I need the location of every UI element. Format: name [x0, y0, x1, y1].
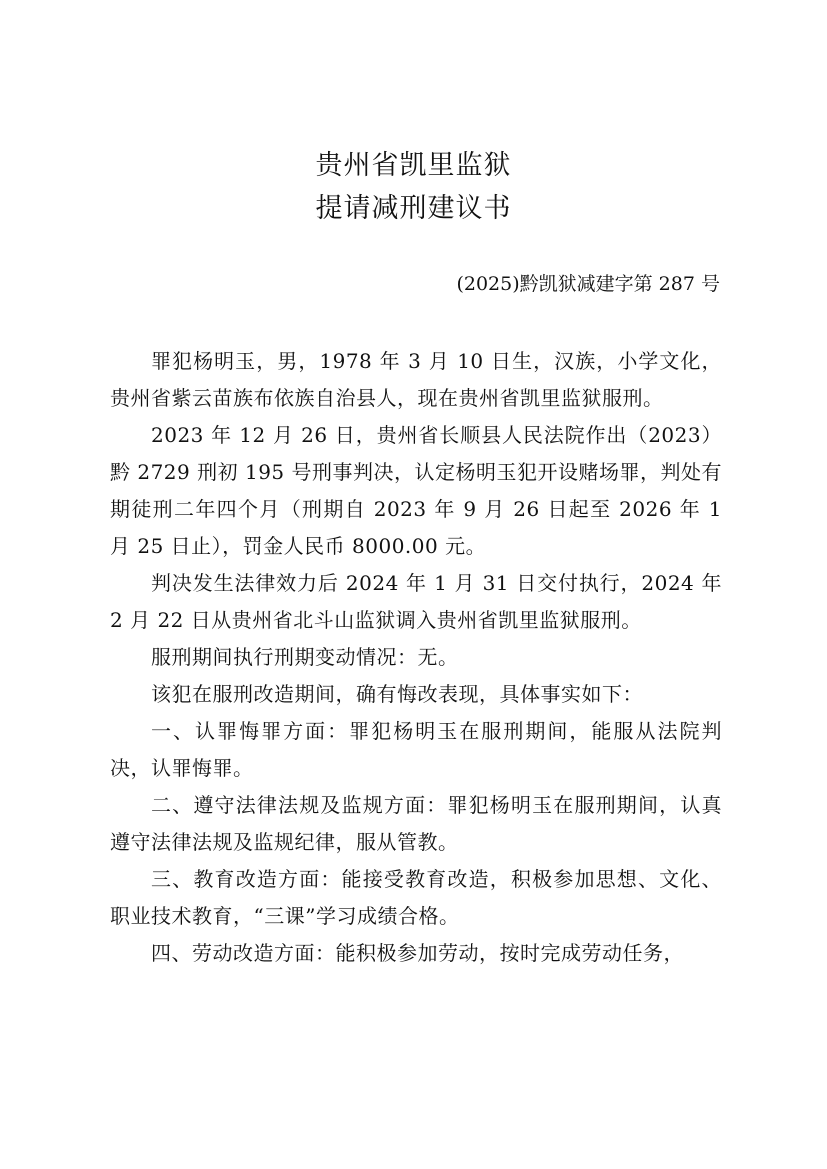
paragraph-labor: 四、劳动改造方面：能积极参加劳动，按时完成劳动任务， — [151, 941, 684, 965]
paragraph-judgment: 2023 年 12 月 26 日，贵州省长顺县人民法院作出（2023）黔 2729 刑初 195 号刑事判决，认定杨明玉犯开设赌场罪，判处有期徒刑二年四个月（刑期自 2023 年 9 月 26 日起至 2026 年 1 月 25 日止），罚金人民币 8000.00 元。 — [110, 423, 723, 558]
paragraph-rule-compliance: 二、遵守法律法规及监规方面：罪犯杨明玉在服刑期间，认真遵守法律法规及监规纪律，服从管教。 — [110, 793, 722, 854]
paragraph-inmate-info: 罪犯杨明玉，男，1978 年 3 月 10 日生，汉族，小学文化，贵州省紫云苗族布依族自治县人，现在贵州省凯里监狱服刑。 — [110, 349, 722, 410]
paragraph-repentance: 一、认罪悔罪方面：罪犯杨明玉在服刑期间，能服从法院判决，认罪悔罪。 — [110, 719, 722, 780]
paragraph-execution: 判决发生法律效力后 2024 年 1 月 31 日交付执行，2024 年 2 月 22 日从贵州省北斗山监狱调入贵州省凯里监狱服刑。 — [110, 571, 722, 632]
paragraph-education: 三、教育改造方面：能接受教育改造，积极参加思想、文化、职业技术教育，“三课”学习成绩合格。 — [110, 867, 722, 928]
document-body — [110, 343, 722, 972]
paragraph-sentence-changes: 服刑期间执行刑期变动情况：无。 — [151, 645, 459, 669]
title-line-document-type: 提请减刑建议书 — [315, 193, 512, 224]
paragraph-facts-intro: 该犯在服刑改造期间，确有悔改表现，具体事实如下： — [151, 682, 643, 706]
document-number: (2025)黔凯狱减建字第 287 号 — [456, 273, 720, 295]
document-title — [0, 144, 827, 230]
title-line-institution: 贵州省凯里监狱 — [315, 150, 512, 181]
